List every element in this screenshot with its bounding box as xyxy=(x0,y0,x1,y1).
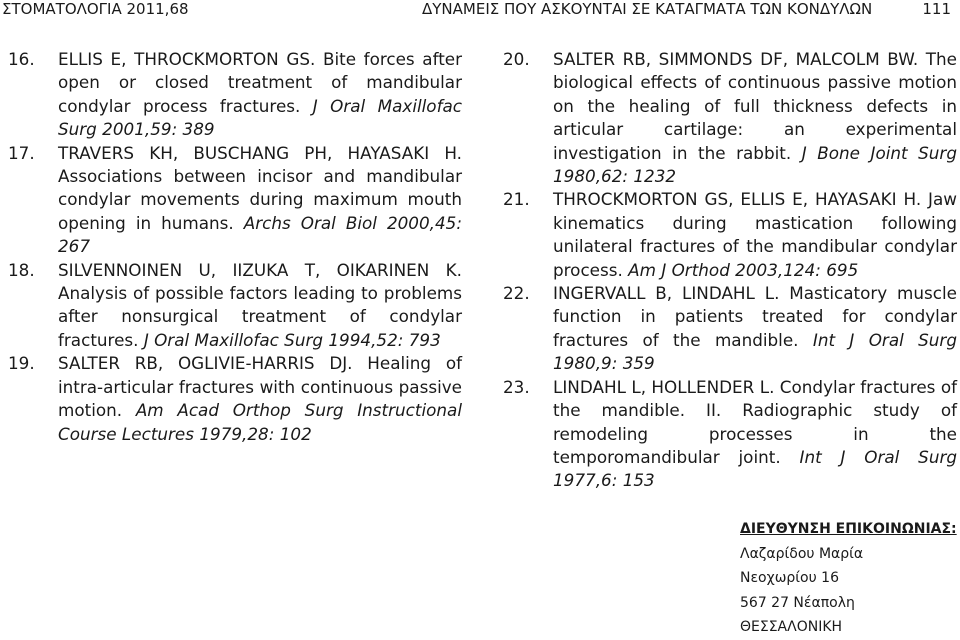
reference-number: 20. xyxy=(503,49,530,69)
reference-journal: Am Acad Orthop Surg Instructional Course Lectures 1979,28: 102 xyxy=(58,400,462,444)
page-number: 111 xyxy=(922,0,951,18)
references-column-right xyxy=(503,48,957,493)
reference-number: 16. xyxy=(8,49,35,69)
contact-address-block xyxy=(740,517,957,640)
reference-journal: Am J Orthod 2003,124: 695 xyxy=(628,259,859,280)
reference-text: ELLIS E, THROCKMORTON GS. Bite forces after open or closed treatment of mandibular condylar process fractures. xyxy=(58,49,462,116)
reference-item xyxy=(503,282,957,376)
reference-item xyxy=(503,376,957,493)
reference-journal: J Oral Maxillofac Surg 2001,59: 389 xyxy=(58,95,462,140)
article-running-title: ΔΥΝΑΜΕΙΣ ΠΟΥ ΑΣΚΟΥΝΤΑΙ ΣΕ ΚΑΤΑΓΜΑΤΑ ΤΩΝ ΚΟΝΔΥΛΩΝ xyxy=(422,0,873,18)
contact-region: ΘΕΣΣΑΛΟΝΙΚΗ xyxy=(740,619,843,635)
reference-journal: Archs Oral Biol 2000,45: 267 xyxy=(58,212,462,257)
reference-text: SILVENNOINEN U, IIZUKA T, OIKARINEN K. Analysis of possible factors leading to problems after nonsurgical treatment of condylar fractures. xyxy=(58,259,462,350)
reference-number: 21. xyxy=(503,189,530,210)
reference-journal: Int J Oral Surg 1980,9: 359 xyxy=(553,329,957,374)
reference-journal: Int J Oral Surg 1977,6: 153 xyxy=(553,446,958,491)
contact-name: Λαζαρίδου Μαρία xyxy=(740,545,864,562)
reference-number: 22. xyxy=(503,283,530,304)
reference-item xyxy=(503,48,957,188)
reference-item xyxy=(503,188,957,282)
journal-running-title: ΣΤΟΜΑΤΟΛΟΓΙΑ 2011,68 xyxy=(2,0,189,18)
reference-text: INGERVALL B, LINDAHL L. Masticatory muscle function in patients treated for condylar fractures of the mandible. xyxy=(553,283,957,350)
contact-postcode-city: 567 27 Νέαπολη xyxy=(740,594,855,611)
references-column-left xyxy=(8,48,462,446)
contact-title: ΔΙΕΥΘΥΝΣΗ ΕΠΙΚΟΙΝΩΝΙΑΣ: xyxy=(740,521,957,537)
reference-text: SALTER RB, SIMMONDS DF, MALCOLM BW. The biological effects of continuous passive motion on the healing of full thickness defects in articular cartilage: an experimental investigation in the rabbit. xyxy=(553,49,957,163)
reference-number: 23. xyxy=(503,376,530,397)
reference-item xyxy=(8,352,462,446)
reference-text: TRAVERS KH, BUSCHANG PH, HAYASAKI H. Associations between incisor and mandibular condylar movements during maximum mouth opening in humans. xyxy=(58,142,462,233)
reference-journal: J Oral Maxillofac Surg 1994,52: 793 xyxy=(143,329,441,350)
reference-item xyxy=(8,48,462,142)
reference-number: 18. xyxy=(8,259,35,280)
reference-text: LINDAHL L, HOLLENDER L. Condylar fractures of the mandible. II. Radiographic study of remodeling processes in the temporomandibular joint. xyxy=(553,376,957,467)
reference-item xyxy=(8,142,462,259)
reference-item xyxy=(8,259,462,353)
reference-number: 17. xyxy=(8,142,35,163)
reference-text: SALTER RB, OGLIVIE-HARRIS DJ. Healing of intra-articular fractures with continuous passive motion. xyxy=(58,353,462,421)
reference-text: THROCKMORTON GS, ELLIS E, HAYASAKI H. Jaw kinematics during mastication following unilateral fractures of the mandibular condylar process. xyxy=(553,189,957,280)
reference-journal: J Bone Joint Surg 1980,62: 1232 xyxy=(553,142,957,187)
reference-number: 19. xyxy=(8,353,35,374)
page-header xyxy=(0,0,960,30)
contact-street: Νεοχωρίου 16 xyxy=(740,570,839,586)
